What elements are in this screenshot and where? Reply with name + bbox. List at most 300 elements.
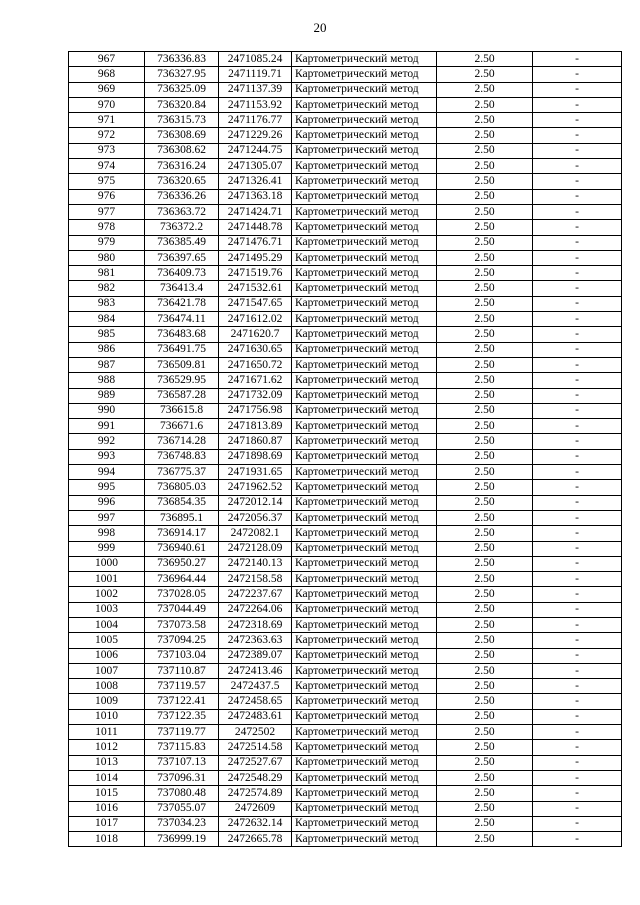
x-coordinate-cell: 736509.81 [145, 357, 219, 372]
accuracy-cell: 2.50 [437, 250, 533, 265]
note-cell: - [533, 266, 622, 281]
method-cell: Картометрический метод [292, 357, 437, 372]
note-cell: - [533, 770, 622, 785]
point-number-cell: 981 [69, 266, 145, 281]
x-coordinate-cell: 736421.78 [145, 296, 219, 311]
x-coordinate-cell: 736895.1 [145, 510, 219, 525]
accuracy-cell: 2.50 [437, 67, 533, 82]
method-cell: Картометрический метод [292, 266, 437, 281]
table-row [69, 510, 622, 525]
accuracy-cell: 2.50 [437, 388, 533, 403]
y-coordinate-cell: 2471495.29 [219, 250, 292, 265]
y-coordinate-cell: 2472264.06 [219, 602, 292, 617]
table-row [69, 709, 622, 724]
x-coordinate-cell: 736714.28 [145, 434, 219, 449]
method-cell: Картометрический метод [292, 419, 437, 434]
y-coordinate-cell: 2471860.87 [219, 434, 292, 449]
point-number-cell: 1009 [69, 694, 145, 709]
table-row [69, 663, 622, 678]
table-row [69, 143, 622, 158]
x-coordinate-cell: 736529.95 [145, 373, 219, 388]
y-coordinate-cell: 2471532.61 [219, 281, 292, 296]
point-number-cell: 1014 [69, 770, 145, 785]
point-number-cell: 982 [69, 281, 145, 296]
method-cell: Картометрический метод [292, 572, 437, 587]
point-number-cell: 974 [69, 159, 145, 174]
accuracy-cell: 2.50 [437, 740, 533, 755]
method-cell: Картометрический метод [292, 602, 437, 617]
x-coordinate-cell: 736999.19 [145, 832, 219, 847]
point-number-cell: 976 [69, 189, 145, 204]
point-number-cell: 992 [69, 434, 145, 449]
method-cell: Картометрический метод [292, 403, 437, 418]
y-coordinate-cell: 2471519.76 [219, 266, 292, 281]
y-coordinate-cell: 2471756.98 [219, 403, 292, 418]
table-row [69, 725, 622, 740]
y-coordinate-cell: 2471424.71 [219, 204, 292, 219]
method-cell: Картометрический метод [292, 189, 437, 204]
table-row [69, 480, 622, 495]
note-cell: - [533, 174, 622, 189]
table-row [69, 174, 622, 189]
y-coordinate-cell: 2471363.18 [219, 189, 292, 204]
point-number-cell: 970 [69, 97, 145, 112]
method-cell: Картометрический метод [292, 296, 437, 311]
x-coordinate-cell: 737115.83 [145, 740, 219, 755]
x-coordinate-cell: 737103.04 [145, 648, 219, 663]
accuracy-cell: 2.50 [437, 52, 533, 67]
table-row [69, 250, 622, 265]
y-coordinate-cell: 2471612.02 [219, 312, 292, 327]
method-cell: Картометрический метод [292, 526, 437, 541]
method-cell: Картометрический метод [292, 342, 437, 357]
y-coordinate-cell: 2472363.63 [219, 633, 292, 648]
y-coordinate-cell: 2471153.92 [219, 97, 292, 112]
point-number-cell: 983 [69, 296, 145, 311]
accuracy-cell: 2.50 [437, 832, 533, 847]
table-row [69, 679, 622, 694]
accuracy-cell: 2.50 [437, 465, 533, 480]
table-row [69, 633, 622, 648]
page-number: 20 [313, 20, 327, 35]
accuracy-cell: 2.50 [437, 143, 533, 158]
note-cell: - [533, 281, 622, 296]
x-coordinate-cell: 737080.48 [145, 786, 219, 801]
y-coordinate-cell: 2472574.89 [219, 786, 292, 801]
method-cell: Картометрический метод [292, 510, 437, 525]
point-number-cell: 1000 [69, 556, 145, 571]
table-row [69, 266, 622, 281]
accuracy-cell: 2.50 [437, 510, 533, 525]
method-cell: Картометрический метод [292, 663, 437, 678]
point-number-cell: 1018 [69, 832, 145, 847]
method-cell: Картометрический метод [292, 128, 437, 143]
method-cell: Картометрический метод [292, 541, 437, 556]
note-cell: - [533, 449, 622, 464]
method-cell: Картометрический метод [292, 770, 437, 785]
method-cell: Картометрический метод [292, 159, 437, 174]
x-coordinate-cell: 736385.49 [145, 235, 219, 250]
point-number-cell: 990 [69, 403, 145, 418]
note-cell: - [533, 97, 622, 112]
accuracy-cell: 2.50 [437, 679, 533, 694]
table-row [69, 541, 622, 556]
table-row [69, 449, 622, 464]
table-row [69, 113, 622, 128]
x-coordinate-cell: 736336.26 [145, 189, 219, 204]
x-coordinate-cell: 736854.35 [145, 495, 219, 510]
note-cell: - [533, 204, 622, 219]
point-number-cell: 1013 [69, 755, 145, 770]
accuracy-cell: 2.50 [437, 801, 533, 816]
table-row [69, 281, 622, 296]
x-coordinate-cell: 737094.25 [145, 633, 219, 648]
table-row [69, 403, 622, 418]
point-number-cell: 973 [69, 143, 145, 158]
x-coordinate-cell: 737107.13 [145, 755, 219, 770]
table-row [69, 342, 622, 357]
note-cell: - [533, 801, 622, 816]
accuracy-cell: 2.50 [437, 709, 533, 724]
y-coordinate-cell: 2472056.37 [219, 510, 292, 525]
accuracy-cell: 2.50 [437, 220, 533, 235]
x-coordinate-cell: 736336.83 [145, 52, 219, 67]
y-coordinate-cell: 2471119.71 [219, 67, 292, 82]
y-coordinate-cell: 2471813.89 [219, 419, 292, 434]
table-row [69, 572, 622, 587]
accuracy-cell: 2.50 [437, 373, 533, 388]
method-cell: Картометрический метод [292, 97, 437, 112]
point-number-cell: 975 [69, 174, 145, 189]
note-cell: - [533, 327, 622, 342]
x-coordinate-cell: 737028.05 [145, 587, 219, 602]
note-cell: - [533, 419, 622, 434]
y-coordinate-cell: 2472318.69 [219, 617, 292, 632]
y-coordinate-cell: 2471620.7 [219, 327, 292, 342]
table-row [69, 816, 622, 831]
point-number-cell: 979 [69, 235, 145, 250]
x-coordinate-cell: 736748.83 [145, 449, 219, 464]
table-row [69, 159, 622, 174]
note-cell: - [533, 373, 622, 388]
point-number-cell: 1015 [69, 786, 145, 801]
table-row [69, 617, 622, 632]
method-cell: Картометрический метод [292, 465, 437, 480]
accuracy-cell: 2.50 [437, 449, 533, 464]
table-row [69, 648, 622, 663]
y-coordinate-cell: 2472128.09 [219, 541, 292, 556]
y-coordinate-cell: 2471085.24 [219, 52, 292, 67]
method-cell: Картометрический метод [292, 113, 437, 128]
accuracy-cell: 2.50 [437, 189, 533, 204]
y-coordinate-cell: 2472548.29 [219, 770, 292, 785]
note-cell: - [533, 296, 622, 311]
table-row [69, 602, 622, 617]
accuracy-cell: 2.50 [437, 770, 533, 785]
accuracy-cell: 2.50 [437, 357, 533, 372]
y-coordinate-cell: 2471476.71 [219, 235, 292, 250]
x-coordinate-cell: 737044.49 [145, 602, 219, 617]
method-cell: Картометрический метод [292, 449, 437, 464]
y-coordinate-cell: 2471244.75 [219, 143, 292, 158]
x-coordinate-cell: 736587.28 [145, 388, 219, 403]
x-coordinate-cell: 737122.35 [145, 709, 219, 724]
note-cell: - [533, 679, 622, 694]
accuracy-cell: 2.50 [437, 617, 533, 632]
accuracy-cell: 2.50 [437, 572, 533, 587]
note-cell: - [533, 143, 622, 158]
point-number-cell: 1005 [69, 633, 145, 648]
note-cell: - [533, 403, 622, 418]
accuracy-cell: 2.50 [437, 434, 533, 449]
accuracy-cell: 2.50 [437, 342, 533, 357]
table-row [69, 204, 622, 219]
table-row [69, 434, 622, 449]
table-row [69, 495, 622, 510]
point-number-cell: 1016 [69, 801, 145, 816]
table-row [69, 832, 622, 847]
x-coordinate-cell: 736327.95 [145, 67, 219, 82]
point-number-cell: 1011 [69, 725, 145, 740]
y-coordinate-cell: 2472632.14 [219, 816, 292, 831]
y-coordinate-cell: 2472527.67 [219, 755, 292, 770]
y-coordinate-cell: 2472389.07 [219, 648, 292, 663]
table-row [69, 419, 622, 434]
accuracy-cell: 2.50 [437, 266, 533, 281]
y-coordinate-cell: 2472237.67 [219, 587, 292, 602]
x-coordinate-cell: 736409.73 [145, 266, 219, 281]
point-number-cell: 996 [69, 495, 145, 510]
table-row [69, 82, 622, 97]
y-coordinate-cell: 2472082.1 [219, 526, 292, 541]
method-cell: Картометрический метод [292, 174, 437, 189]
accuracy-cell: 2.50 [437, 403, 533, 418]
method-cell: Картометрический метод [292, 709, 437, 724]
note-cell: - [533, 67, 622, 82]
x-coordinate-cell: 736671.6 [145, 419, 219, 434]
method-cell: Картометрический метод [292, 648, 437, 663]
method-cell: Картометрический метод [292, 480, 437, 495]
accuracy-cell: 2.50 [437, 648, 533, 663]
point-number-cell: 1001 [69, 572, 145, 587]
method-cell: Картометрический метод [292, 740, 437, 755]
point-number-cell: 993 [69, 449, 145, 464]
x-coordinate-cell: 736316.24 [145, 159, 219, 174]
accuracy-cell: 2.50 [437, 128, 533, 143]
method-cell: Картометрический метод [292, 617, 437, 632]
note-cell: - [533, 465, 622, 480]
x-coordinate-cell: 737110.87 [145, 663, 219, 678]
table-row [69, 740, 622, 755]
note-cell: - [533, 832, 622, 847]
note-cell: - [533, 633, 622, 648]
y-coordinate-cell: 2472437.5 [219, 679, 292, 694]
point-number-cell: 1010 [69, 709, 145, 724]
note-cell: - [533, 312, 622, 327]
accuracy-cell: 2.50 [437, 786, 533, 801]
x-coordinate-cell: 736397.65 [145, 250, 219, 265]
note-cell: - [533, 617, 622, 632]
method-cell: Картометрический метод [292, 235, 437, 250]
point-number-cell: 998 [69, 526, 145, 541]
y-coordinate-cell: 2471305.07 [219, 159, 292, 174]
x-coordinate-cell: 737034.23 [145, 816, 219, 831]
note-cell: - [533, 480, 622, 495]
table-row [69, 755, 622, 770]
x-coordinate-cell: 736372.2 [145, 220, 219, 235]
point-number-cell: 1006 [69, 648, 145, 663]
accuracy-cell: 2.50 [437, 296, 533, 311]
accuracy-cell: 2.50 [437, 159, 533, 174]
accuracy-cell: 2.50 [437, 480, 533, 495]
accuracy-cell: 2.50 [437, 174, 533, 189]
note-cell: - [533, 725, 622, 740]
point-number-cell: 991 [69, 419, 145, 434]
x-coordinate-cell: 737122.41 [145, 694, 219, 709]
point-number-cell: 980 [69, 250, 145, 265]
method-cell: Картометрический метод [292, 495, 437, 510]
y-coordinate-cell: 2471671.62 [219, 373, 292, 388]
y-coordinate-cell: 2471962.52 [219, 480, 292, 495]
point-number-cell: 1017 [69, 816, 145, 831]
note-cell: - [533, 755, 622, 770]
note-cell: - [533, 113, 622, 128]
x-coordinate-cell: 736315.73 [145, 113, 219, 128]
note-cell: - [533, 357, 622, 372]
accuracy-cell: 2.50 [437, 327, 533, 342]
x-coordinate-cell: 737119.57 [145, 679, 219, 694]
point-number-cell: 1002 [69, 587, 145, 602]
point-number-cell: 977 [69, 204, 145, 219]
method-cell: Картометрический метод [292, 281, 437, 296]
point-number-cell: 989 [69, 388, 145, 403]
x-coordinate-cell: 736914.17 [145, 526, 219, 541]
note-cell: - [533, 434, 622, 449]
table-row [69, 465, 622, 480]
table-row [69, 220, 622, 235]
x-coordinate-cell: 736775.37 [145, 465, 219, 480]
note-cell: - [533, 648, 622, 663]
point-number-cell: 1007 [69, 663, 145, 678]
note-cell: - [533, 510, 622, 525]
method-cell: Картометрический метод [292, 725, 437, 740]
y-coordinate-cell: 2471650.72 [219, 357, 292, 372]
x-coordinate-cell: 737055.07 [145, 801, 219, 816]
point-number-cell: 967 [69, 52, 145, 67]
point-number-cell: 988 [69, 373, 145, 388]
y-coordinate-cell: 2471630.65 [219, 342, 292, 357]
y-coordinate-cell: 2471229.26 [219, 128, 292, 143]
method-cell: Картометрический метод [292, 556, 437, 571]
y-coordinate-cell: 2472665.78 [219, 832, 292, 847]
note-cell: - [533, 694, 622, 709]
accuracy-cell: 2.50 [437, 312, 533, 327]
y-coordinate-cell: 2471931.65 [219, 465, 292, 480]
table-row [69, 694, 622, 709]
point-number-cell: 1008 [69, 679, 145, 694]
method-cell: Картометрический метод [292, 327, 437, 342]
note-cell: - [533, 52, 622, 67]
method-cell: Картометрический метод [292, 816, 437, 831]
point-number-cell: 969 [69, 82, 145, 97]
note-cell: - [533, 816, 622, 831]
y-coordinate-cell: 2471732.09 [219, 388, 292, 403]
x-coordinate-cell: 736308.69 [145, 128, 219, 143]
y-coordinate-cell: 2472413.46 [219, 663, 292, 678]
accuracy-cell: 2.50 [437, 235, 533, 250]
note-cell: - [533, 709, 622, 724]
table-row [69, 128, 622, 143]
point-number-cell: 994 [69, 465, 145, 480]
x-coordinate-cell: 736964.44 [145, 572, 219, 587]
accuracy-cell: 2.50 [437, 816, 533, 831]
x-coordinate-cell: 736308.62 [145, 143, 219, 158]
y-coordinate-cell: 2472140.13 [219, 556, 292, 571]
note-cell: - [533, 572, 622, 587]
x-coordinate-cell: 736363.72 [145, 204, 219, 219]
note-cell: - [533, 388, 622, 403]
note-cell: - [533, 220, 622, 235]
method-cell: Картометрический метод [292, 434, 437, 449]
accuracy-cell: 2.50 [437, 97, 533, 112]
accuracy-cell: 2.50 [437, 633, 533, 648]
y-coordinate-cell: 2472502 [219, 725, 292, 740]
accuracy-cell: 2.50 [437, 526, 533, 541]
x-coordinate-cell: 736413.4 [145, 281, 219, 296]
y-coordinate-cell: 2472158.58 [219, 572, 292, 587]
coordinates-table [68, 51, 622, 847]
x-coordinate-cell: 737096.31 [145, 770, 219, 785]
point-number-cell: 995 [69, 480, 145, 495]
method-cell: Картометрический метод [292, 587, 437, 602]
note-cell: - [533, 556, 622, 571]
x-coordinate-cell: 737119.77 [145, 725, 219, 740]
point-number-cell: 1003 [69, 602, 145, 617]
note-cell: - [533, 128, 622, 143]
method-cell: Картометрический метод [292, 786, 437, 801]
point-number-cell: 1012 [69, 740, 145, 755]
accuracy-cell: 2.50 [437, 204, 533, 219]
x-coordinate-cell: 736950.27 [145, 556, 219, 571]
accuracy-cell: 2.50 [437, 82, 533, 97]
method-cell: Картометрический метод [292, 204, 437, 219]
note-cell: - [533, 663, 622, 678]
note-cell: - [533, 786, 622, 801]
accuracy-cell: 2.50 [437, 755, 533, 770]
point-number-cell: 984 [69, 312, 145, 327]
method-cell: Картометрический метод [292, 220, 437, 235]
y-coordinate-cell: 2471137.39 [219, 82, 292, 97]
y-coordinate-cell: 2472012.14 [219, 495, 292, 510]
note-cell: - [533, 526, 622, 541]
note-cell: - [533, 602, 622, 617]
y-coordinate-cell: 2471547.65 [219, 296, 292, 311]
method-cell: Картометрический метод [292, 82, 437, 97]
table-row [69, 587, 622, 602]
y-coordinate-cell: 2471176.77 [219, 113, 292, 128]
method-cell: Картометрический метод [292, 755, 437, 770]
point-number-cell: 999 [69, 541, 145, 556]
table-row [69, 189, 622, 204]
accuracy-cell: 2.50 [437, 694, 533, 709]
table-row [69, 52, 622, 67]
accuracy-cell: 2.50 [437, 541, 533, 556]
x-coordinate-cell: 736325.09 [145, 82, 219, 97]
table-row [69, 786, 622, 801]
method-cell: Картометрический метод [292, 832, 437, 847]
table-row [69, 296, 622, 311]
x-coordinate-cell: 736483.68 [145, 327, 219, 342]
